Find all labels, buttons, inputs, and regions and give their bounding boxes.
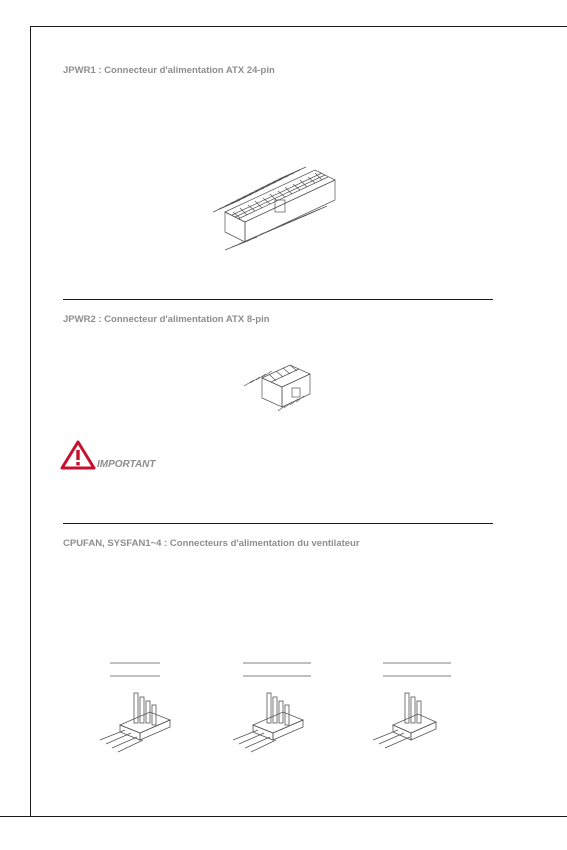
fan-connectors-heading: CPUFAN, SYSFAN1~4 : Connecteurs d'alimentation du ventilateur bbox=[63, 538, 360, 549]
fan-connector-diagram-3 bbox=[368, 660, 463, 755]
atx-8pin-connector-illustration bbox=[240, 360, 320, 415]
page-frame-top bbox=[30, 26, 567, 27]
jpwr2-heading: JPWR2 : Connecteur d'alimentation ATX 8-pin bbox=[63, 314, 270, 325]
page-frame-bottom bbox=[0, 816, 567, 817]
section-divider bbox=[63, 523, 493, 524]
section-divider bbox=[63, 299, 493, 300]
jpwr1-heading: JPWR1 : Connecteur d'alimentation ATX 24-pin bbox=[63, 65, 275, 76]
page-frame-left bbox=[30, 26, 31, 816]
fan-connector-diagram-2 bbox=[228, 660, 323, 755]
fan-connector-diagram-1 bbox=[95, 660, 180, 755]
important-label: IMPORTANT bbox=[97, 459, 156, 470]
atx-24pin-connector-illustration bbox=[195, 150, 355, 250]
warning-triangle-icon bbox=[60, 440, 96, 470]
